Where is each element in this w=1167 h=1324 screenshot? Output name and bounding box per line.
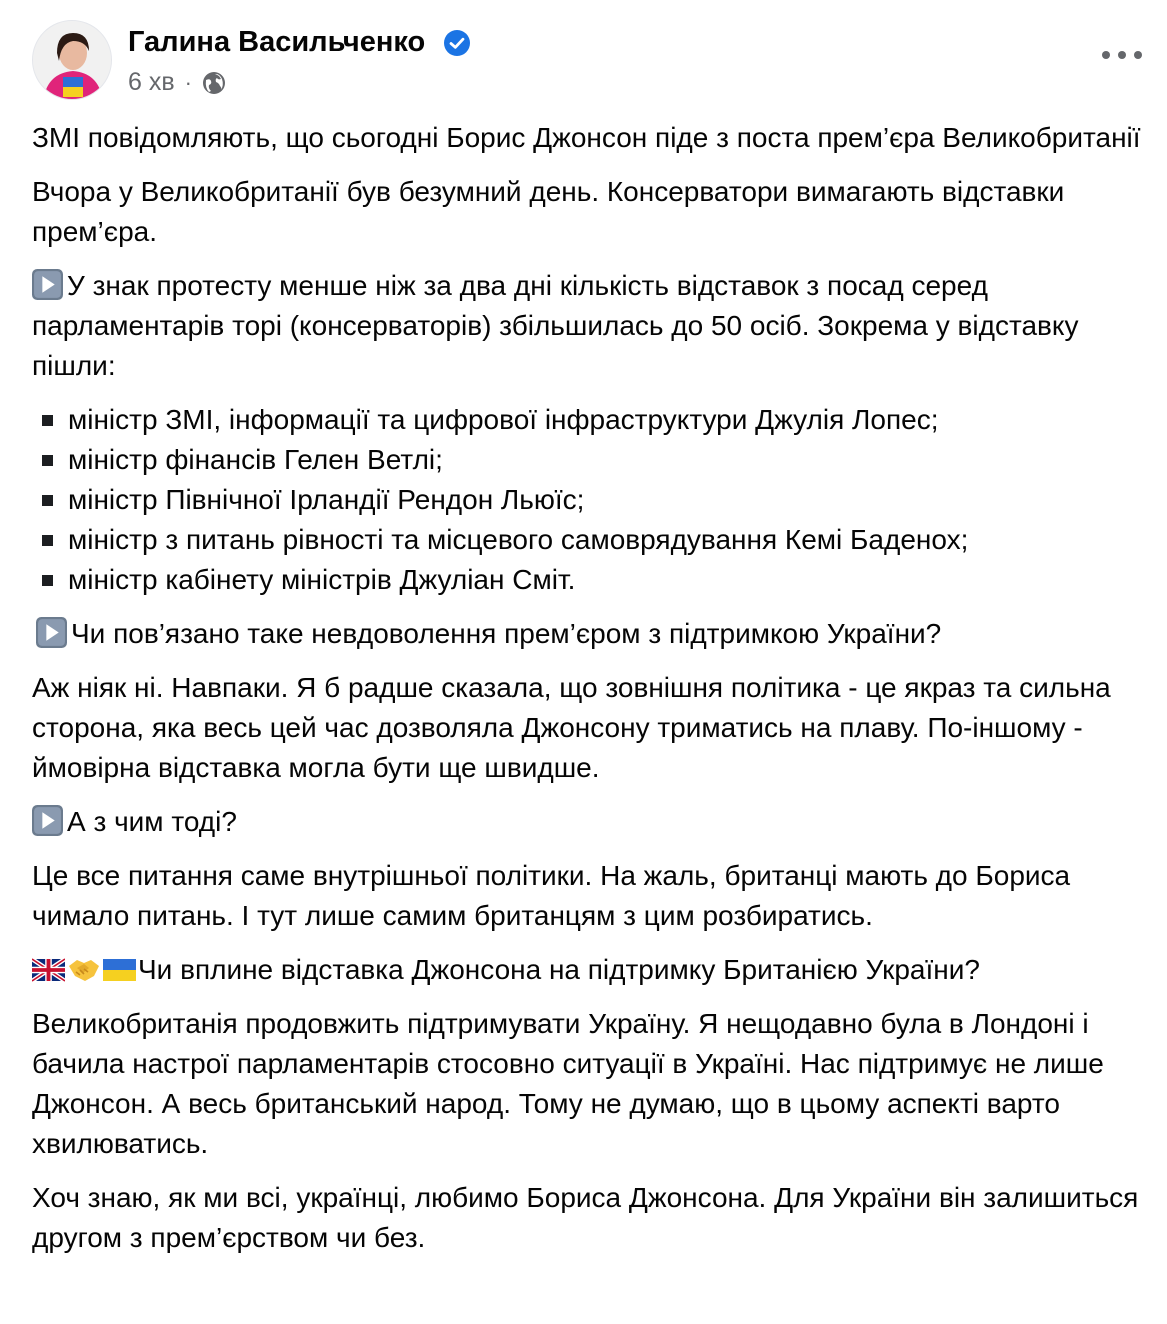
avatar-picture [33, 21, 112, 100]
play-button-icon [32, 805, 63, 836]
paragraph-text: У знак протесту менше ніж за два дні кількість відставок з посад серед парламентарів торі (консерваторів) збільшилась до 50 осіб. Зокрема у відставку пішли: [32, 270, 1079, 381]
list-item [32, 480, 1142, 520]
list-item-text: міністр фінансів Гелен Ветлі; [68, 444, 443, 475]
paragraph [32, 266, 1142, 386]
bullet-icon [42, 455, 53, 466]
list-item-text: міністр Північної Ірландії Рендон Льюїс; [68, 484, 585, 515]
ukraine-flag-icon [103, 958, 136, 982]
more-options-icon [1102, 51, 1110, 59]
paragraph: Це все питання саме внутрішньої політики. На жаль, британці мають до Бориса чимало питань. І тут лише самим британцям з цим розбиратись. [32, 860, 1071, 931]
avatar[interactable] [32, 20, 112, 100]
paragraph: Вчора у Великобританії був безумний день. Консерватори вимагають відставки прем’єра. [32, 176, 1065, 247]
post-body [32, 118, 1142, 1272]
list-item [32, 440, 1142, 480]
bullet-icon [42, 575, 53, 586]
question-text: А з чим тоді? [67, 806, 237, 837]
post-time[interactable]: 6 хв [128, 68, 175, 96]
author-name[interactable]: Галина Васильченко [128, 26, 426, 58]
more-options-icon [1134, 51, 1142, 59]
question [32, 614, 1142, 654]
bullet-icon [42, 495, 53, 506]
list-item-text: міністр кабінету міністрів Джуліан Сміт. [68, 564, 576, 595]
more-options-button[interactable] [1102, 40, 1142, 70]
post-header [32, 20, 1142, 110]
post-meta [128, 68, 226, 97]
play-button-icon [36, 617, 67, 648]
paragraph: ЗМІ повідомляють, що сьогодні Борис Джонсон піде з поста прем’єра Великобританії [32, 122, 1141, 153]
verified-badge-icon [444, 30, 470, 56]
handshake-icon [67, 954, 101, 984]
play-button-icon [32, 269, 63, 300]
list-item [32, 520, 1142, 560]
paragraph: Аж ніяк ні. Навпаки. Я б радше сказала, що зовнішня політика - це якраз та сильна сторона, яка весь цей час дозволяла Джонсону триматись на плаву. По-іншому - ймовірна відставка могла бути ще швидше. [32, 672, 1111, 783]
question-text: Чи вплине відставка Джонсона на підтримку Британією України? [138, 954, 980, 985]
list-item [32, 400, 1142, 440]
question [32, 802, 1142, 842]
paragraph: Хоч знаю, як ми всі, українці, любимо Бориса Джонсона. Для України він залишиться другом з прем’єрством чи без. [32, 1182, 1139, 1253]
bullet-icon [42, 535, 53, 546]
paragraph: Великобританія продовжить підтримувати Україну. Я нещодавно була в Лондоні і бачила настрої парламентарів стосовно ситуації в Україні. Нас підтримує не лише Джонсон. А весь британський народ. Тому не думаю, що в цьому аспекті варто хвилюватись. [32, 1008, 1104, 1159]
question [32, 950, 1142, 990]
globe-icon[interactable] [202, 71, 226, 95]
more-options-icon [1118, 51, 1126, 59]
list-item-text: міністр ЗМІ, інформації та цифрової інфраструктури Джулія Лопес; [68, 404, 939, 435]
question-text: Чи пов’язано таке невдоволення прем’єром з підтримкою України? [71, 618, 942, 649]
list-item [32, 560, 1142, 600]
list-item-text: міністр з питань рівності та місцевого самоврядування Кемі Баденох; [68, 524, 969, 555]
meta-separator: · [184, 69, 192, 95]
uk-flag-icon [32, 958, 65, 982]
resignation-list [32, 400, 1142, 600]
bullet-icon [42, 415, 53, 426]
